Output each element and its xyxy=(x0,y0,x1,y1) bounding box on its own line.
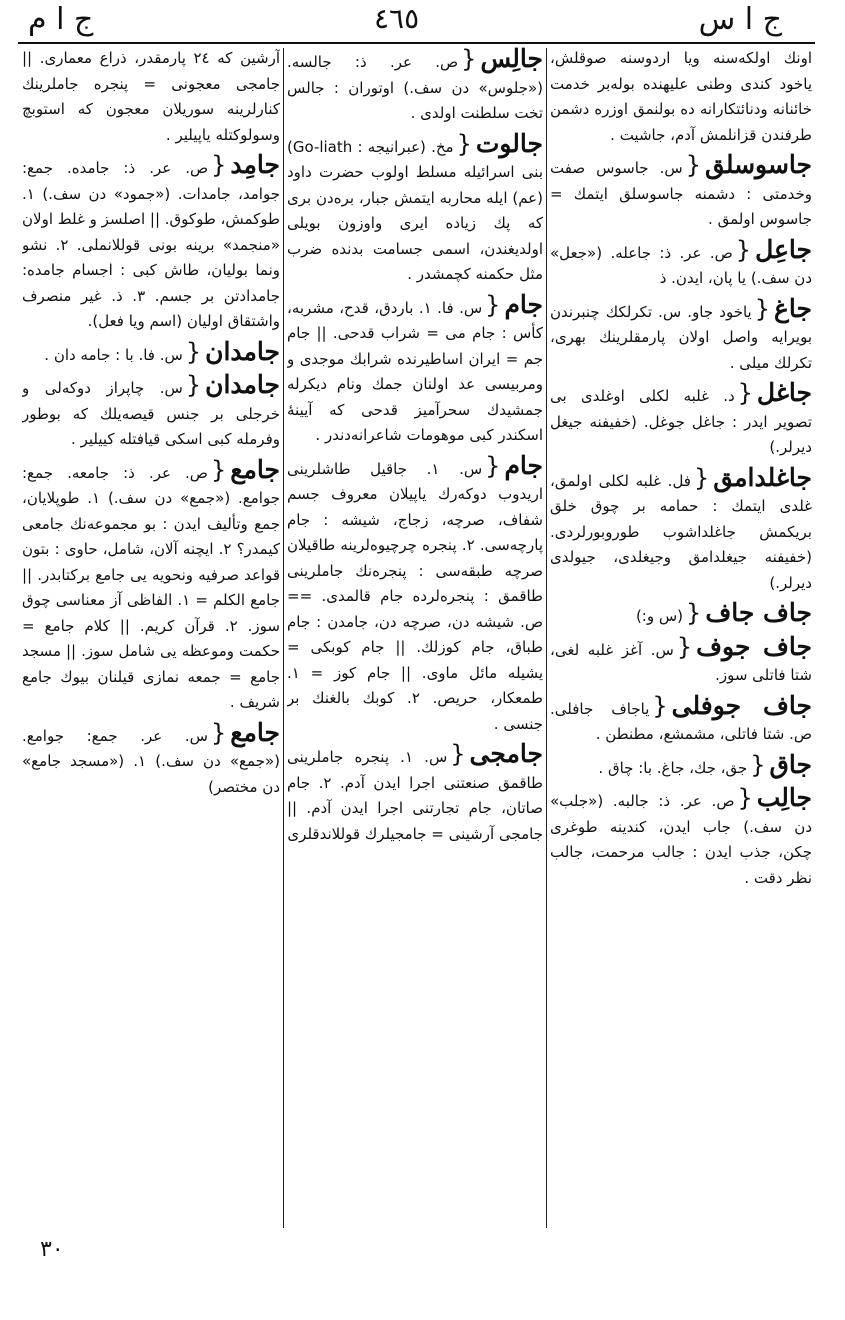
brace-glyph: { xyxy=(737,379,753,407)
brace-glyph: { xyxy=(456,129,472,158)
brace-glyph: { xyxy=(210,455,227,484)
column-rule-right xyxy=(546,48,547,1228)
entry-definition: (س و:) xyxy=(635,607,684,625)
entry-definition: ص. عر. ذ: جالبه. («جلب» دن سف.) جاب ايدن، كندينه طوغرى چكن، جذب ايدن : جالب مرحمت، جالب نظر دقت . xyxy=(550,792,812,887)
page-number-top: ٤٦٥ xyxy=(374,2,420,35)
running-head-left: ج ا م xyxy=(28,2,94,37)
dictionary-entry xyxy=(550,600,812,630)
entry-definition: س. فا. با : جامه دان . xyxy=(44,345,183,364)
entry-definition: ص. عر. ذ: جامعه. جمع: جوامع. («جمع» دن سف.) ١. طوپلايان، جمع وتأليف ايدن : بو مجموعەنك جامعى كيمدر؟ ٢. ايچنه آلان، شامل، حاوى : بتون قواعد صرفيه ونحويه يى جامع بركتابدر. || جامع الكلم = ١. الفاظى آز معناسى چوق سوز. ٢. قرآن كريم. || كلام جامع = حكمت وموعظه يى شامل سوز. || مسجد جامع = جمعه نمازى قيلنان بيوك جامع شريف . xyxy=(22,463,280,711)
dictionary-entry xyxy=(287,450,543,738)
entry-definition: اونك اولكەسنه ويا اردوسنه صوقلش، ياخود كندى وطنى عليهنده بولەبر خدمت خائنانه ودنائتكارانه ده بولنمق اوزره دشمن طرفندن قزانلمش آدم، جاشيت . xyxy=(550,49,812,144)
entry-headword: جام xyxy=(504,289,543,319)
entry-headword: جامع xyxy=(230,717,280,747)
entry-definition: ياجاف جافلى. ص. شتا فاتلى، مشمشع، مطنطن . xyxy=(550,699,812,743)
dictionary-entry xyxy=(550,46,812,148)
dictionary-entry xyxy=(22,336,280,369)
entry-headword: جاعِل xyxy=(755,234,812,264)
dictionary-entry xyxy=(287,46,543,127)
brace-glyph: { xyxy=(450,740,466,768)
entry-headword: جاغ xyxy=(774,293,812,323)
dictionary-entry xyxy=(22,46,280,148)
entry-definition: س. آغز غلبه لغى، شتا فاتلى سوز. xyxy=(550,640,812,684)
page-number-bottom: ٣٠ xyxy=(40,1237,64,1262)
entry-definition: جق، جك، جاغ. با: چاق . xyxy=(598,758,748,777)
header-rule xyxy=(18,42,815,44)
entry-definition: فل. غلبه لكلى اولمق، غلدى ايتمك : حمامه بر چوق خلق بريكمش جاغلداشوب طوروبورلردى. (خفيفنه جيغلدامق وجيغلدى، جيولدى ديرلر.) xyxy=(550,471,812,592)
entry-headword: جالِس xyxy=(480,46,543,73)
brace-glyph: { xyxy=(652,691,668,720)
dictionary-entry xyxy=(550,749,812,782)
brace-glyph: { xyxy=(754,294,770,323)
entry-definition: س. ١. جاقيل طاشلرينى اريدوب دوكەرك ياپيلان معروف جسم شفاف، صرچه، زجاج، شيشه : جام پارچەسى. ٢. پنجره چرچيوەلرينه طاقيلان صرچه طبقەسى : پنجرەنك جاملرينى طاقمق : پنجرەلرده جام قالمدى. == ص. شيشه دن، صرچه دن، جامدن : جام طباق، جام كوزلك. || جام كوبكى = يشيله مائل ماوى. || جام كوز = ١. طمعكار، حريص. ٢. كوبك بالغنك بر جنسى . xyxy=(287,459,543,733)
dictionary-entry xyxy=(550,462,812,597)
entry-definition: ص. عر. ذ: جامده. جمع: جوامد، جامدات. («جمود» دن سف.) ١. طوكمش، طوكوق. || اصلسز و غلط اولان «منجمد» برينه بونى قوللانملى. ٢. نشو ونما بوليان، طاش كبى : اجسام جامده: جامدادتن بر جسم. ٣. ذ. غير منصرف واشتقاق اوليان (اسم ويا فعل). xyxy=(22,159,280,330)
entry-definition: ص. عر. ذ: جاعله. («جعل» دن سف.) يا پان، ايدن. ذ xyxy=(550,243,812,287)
brace-glyph: { xyxy=(685,151,701,179)
dictionary-entry xyxy=(287,741,543,847)
entry-definition: س. عر. جمع: جوامع. («جمع» دن سف.) ١. («مسجد جامع» دن مختصر) xyxy=(22,726,280,796)
entry-definition: ياخود جاو. س. تكرلكك چنبرندن بويرايه واصل اولان پارمقلرينك بهرى، تكرلك ميلى . xyxy=(550,302,812,372)
entry-definition: آرشين كه ٢٤ پارمقدر، ذراع معمارى. || جامجى معجونى = پنجره جاملرينك كنارلرينه سوريلان معجون كه استوبچ وسولوكتله ياپيلير . xyxy=(22,49,280,144)
dictionary-entry xyxy=(550,690,812,748)
column-right xyxy=(550,46,812,1236)
entry-headword: جامدان xyxy=(205,370,280,399)
entry-definition: س. ١. پنجره جاملرينى طاقمق صنعتنى اجرا ايدن آدم. ٢. جام صاتان، جام تجارتنى اجرا ايدن آدم. || جامجى آرشينى = جامجيلرك قوللاندقلرى xyxy=(287,748,543,843)
dictionary-entry xyxy=(287,128,543,288)
brace-glyph: { xyxy=(693,463,710,492)
dictionary-entry xyxy=(22,454,280,716)
running-head xyxy=(22,2,812,42)
entry-definition: د. غلبه لكلى اوغلدى بى تصوير ايدر : جاغل جوغل. (خفيفنه جيغل ديرلر.) xyxy=(550,387,812,456)
dictionary-entry xyxy=(550,152,812,233)
dictionary-entry xyxy=(22,372,280,453)
entry-headword: جاغلدامق xyxy=(713,462,812,492)
column-rule-left xyxy=(283,48,284,1228)
running-head-right: ج ا س xyxy=(698,2,782,37)
entry-headword: جاف جاف xyxy=(705,598,812,627)
brace-glyph: { xyxy=(737,784,753,812)
entry-headword: جاغل xyxy=(756,378,812,407)
brace-glyph: { xyxy=(185,371,202,399)
entry-headword: جامجى xyxy=(469,739,543,768)
entry-headword: جام xyxy=(504,450,543,480)
brace-glyph: { xyxy=(735,235,752,264)
entry-headword: جامدان xyxy=(205,336,280,366)
brace-glyph: { xyxy=(676,632,693,661)
column-left xyxy=(22,46,280,1236)
brace-glyph: { xyxy=(461,46,477,73)
brace-glyph: { xyxy=(485,451,501,480)
brace-glyph: { xyxy=(686,599,702,627)
entry-definition: س. جاسوس صفت وخدمتى : دشمنه جاسوسلق ايتمك = جاسوس اولمق . xyxy=(550,159,812,228)
dictionary-entry xyxy=(287,289,543,449)
entry-headword: جامِد xyxy=(230,150,280,179)
dictionary-entry xyxy=(550,785,812,891)
entry-definition: س. فا. ١. باردق، قدح، مشربه، كأس : جام مى = شراب قدحى. || جام جم = ايران اساطيرنده شرابك موجدى و ومربيسى عد اولنان جمك ونام ديكرله جمشيدك سحرآميز قدحى كه آيينهٔ اسكندر كبى موهومات شاعرانه‌دندر . xyxy=(287,298,543,444)
entry-headword: جالِب xyxy=(756,783,812,812)
dictionary-entry xyxy=(550,631,812,689)
brace-glyph: { xyxy=(750,750,766,779)
brace-glyph: { xyxy=(210,718,227,747)
entry-headword: جامع xyxy=(230,454,280,484)
column-middle xyxy=(287,46,543,1236)
entry-definition: س. چاپراز دوكەلى و خرجلى بر جنس قيصه‌يلك كه بوطور وفرمله كبى اسكى قيافتله كييلير . xyxy=(22,379,280,448)
entry-headword: جاف جوف xyxy=(696,631,812,661)
entry-definition: مخ. (عبرانيجه : Go-liath) بنى اسرائيله مسلط اولوب حضرت داود (عم) ايله محاربه ايتمش جبار، بره‌دن برى كه پك زياده ايرى واوزون بويلى اولديغندن، اسمى جسامت بدنده ضرب مثل حكمنه كچمشدر . xyxy=(287,137,543,283)
brace-glyph: { xyxy=(211,151,227,179)
dictionary-entry xyxy=(22,717,280,801)
brace-glyph: { xyxy=(185,337,202,366)
brace-glyph: { xyxy=(485,290,501,319)
entry-headword: جالوت xyxy=(475,128,543,158)
entry-headword: جاسوسلق xyxy=(704,150,812,179)
entry-headword: جاف جوفلى xyxy=(671,690,812,720)
dictionary-entry xyxy=(550,380,812,461)
dictionary-entry xyxy=(22,152,280,335)
dictionary-entry xyxy=(550,234,812,292)
entry-definition: ص. عر. ذ: جالسه. («جلوس» دن سف.) اوتوران : جالس تخت سلطنت اولدى . xyxy=(287,53,543,122)
dictionary-entry xyxy=(550,293,812,377)
entry-headword: جاق xyxy=(769,749,812,779)
